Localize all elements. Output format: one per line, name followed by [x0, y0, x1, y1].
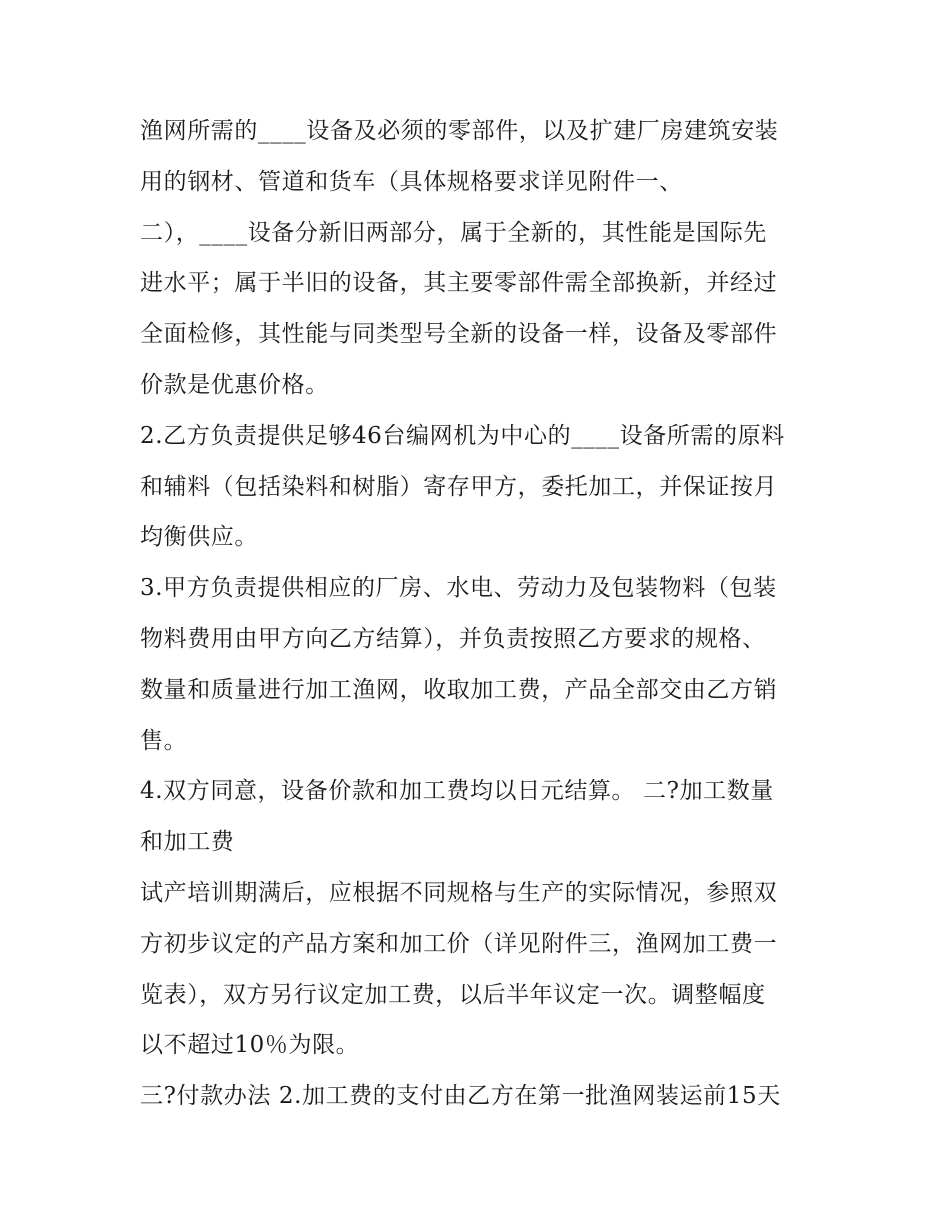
- text-line: 数量和质量进行加工渔网，收取加工费，产品全部交由乙方销: [140, 676, 778, 703]
- text-line: 和辅料（包括染料和树脂）寄存甲方，委托加工，并保证按月: [140, 473, 778, 500]
- text-line: 3.甲方负责提供相应的厂房、水电、劳动力及包装物料（包装: [140, 575, 777, 602]
- text-line: 物料费用由甲方向乙方结算），并负责按照乙方要求的规格、: [140, 625, 766, 652]
- text-line: 二），____设备分新旧两部分，属于全新的，其性能是国际先: [140, 219, 767, 246]
- text-line: 2.乙方负责提供足够46台编网机为中心的____设备所需的原料: [140, 422, 785, 449]
- text-line: 4.双方同意，设备价款和加工费均以日元结算。 二?加工数量: [140, 778, 774, 805]
- text-line: 以不超过10％为限。: [140, 1032, 360, 1059]
- text-line: 渔网所需的____设备及必须的零部件，以及扩建厂房建筑安装: [140, 118, 779, 144]
- text-line: 三?付款办法 2.加工费的支付由乙方在第一批渔网装运前15天: [140, 1083, 781, 1110]
- text-line: 价款是优惠价格。: [140, 371, 329, 398]
- document-body: [140, 106, 820, 1122]
- text-line: 方初步议定的产品方案和加工价（详见附件三，渔网加工费一: [140, 930, 778, 957]
- text-line: 览表），双方另行议定加工费，以后半年议定一次。调整幅度: [140, 981, 766, 1008]
- text-line: 用的钢材、管道和货车（具体规格要求详见附件一、: [140, 168, 683, 195]
- text-line: 试产培训期满后，应根据不同规格与生产的实际情况，参照双: [140, 879, 778, 906]
- text-line: 售。: [140, 727, 188, 754]
- text-line: 和加工费: [140, 829, 235, 856]
- text-line: 均衡供应。: [140, 524, 258, 551]
- text-line: 全面检修，其性能与同类型号全新的设备一样，设备及零部件: [140, 321, 778, 348]
- text-line: 进水平；属于半旧的设备，其主要零部件需全部换新，并经过: [140, 270, 778, 297]
